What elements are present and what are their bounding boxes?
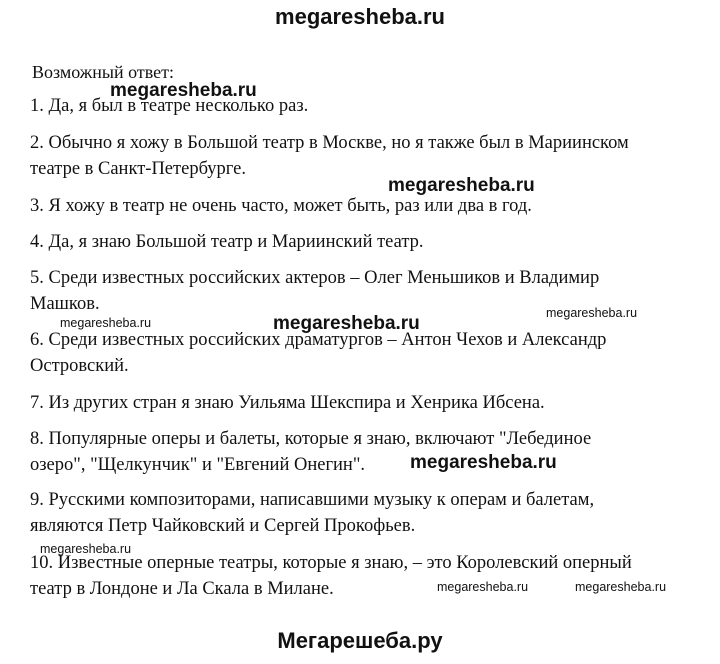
- watermark: megaresheba.ru: [110, 80, 257, 101]
- answer-line-4: 4. Да, я знаю Большой театр и Мариинский театр.: [30, 232, 424, 252]
- answer-line-8a: 8. Популярные оперы и балеты, которые я знаю, включают "Лебединое: [30, 429, 592, 449]
- answer-line-2b: театре в Санкт-Петербурге.: [30, 159, 246, 179]
- answer-line-9a: 9. Русскими композиторами, написавшими музыку к операм и балетам,: [30, 490, 595, 510]
- answer-line-7: 7. Из других стран я знаю Уильяма Шекспира и Хенрика Ибсена.: [30, 393, 545, 413]
- watermark: megaresheba.ru: [273, 313, 420, 334]
- intro-label: Возможный ответ:: [32, 62, 174, 82]
- answer-line-6a: 6. Среди известных российских драматургов – Антон Чехов и Александр: [30, 330, 607, 350]
- watermark: megaresheba.ru: [388, 175, 535, 196]
- answer-line-10a: 10. Известные оперные театры, которые я знаю, – это Королевский оперный: [30, 553, 632, 573]
- watermark: megaresheba.ru: [410, 452, 557, 473]
- watermark: megaresheba.ru: [546, 306, 638, 320]
- answer-line-1: 1. Да, я был в театре несколько раз.: [30, 96, 309, 116]
- answer-line-10b: театр в Лондоне и Ла Скала в Милане.: [30, 579, 334, 599]
- watermark: megaresheba.ru: [437, 580, 529, 594]
- answer-line-6b: Островский.: [30, 356, 129, 376]
- answer-line-3: 3. Я хожу в театр не очень часто, может быть, раз или два в год.: [30, 196, 532, 216]
- answer-line-5b: Машков.: [30, 294, 100, 314]
- answer-line-5a: 5. Среди известных российских актеров – Олег Меньшиков и Владимир: [30, 268, 600, 288]
- answer-line-2a: 2. Обычно я хожу в Большой театр в Москве, но я также был в Мариинском: [30, 133, 629, 153]
- watermark: megaresheba.ru: [60, 316, 152, 330]
- watermark: megaresheba.ru: [40, 542, 132, 556]
- watermark: megaresheba.ru: [575, 580, 667, 594]
- footer-site-title: Мегарешеба.ру: [277, 628, 443, 653]
- header-site-title: megaresheba.ru: [275, 4, 445, 29]
- answer-line-9b: являются Петр Чайковский и Сергей Прокофьев.: [30, 516, 416, 536]
- answer-line-8b: озеро", "Щелкунчик" и "Евгений Онегин".: [30, 455, 366, 475]
